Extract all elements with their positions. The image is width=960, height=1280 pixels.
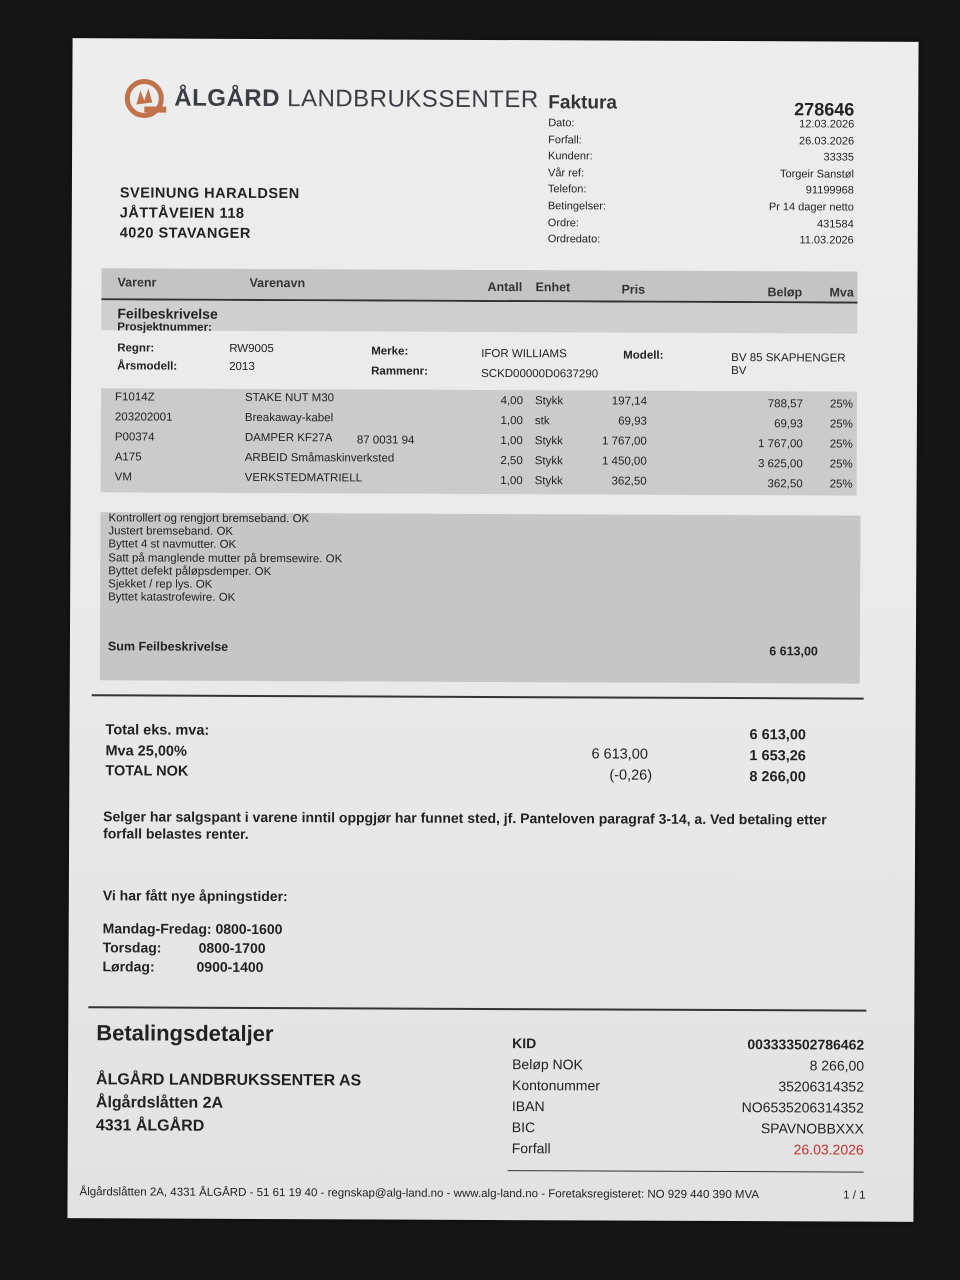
modell-value bbox=[731, 352, 846, 378]
item-enhet: Stykk bbox=[534, 475, 563, 488]
payment-company-street: Ålgårdslåtten 2A bbox=[95, 1094, 224, 1112]
modell-label-text: Modell: bbox=[623, 349, 664, 362]
rammenr-value: SCKD00000D0637290 bbox=[481, 367, 599, 381]
item-pris: 1 767,00 bbox=[602, 435, 647, 448]
prosjekt-label-text: Prosjektnummer: bbox=[117, 321, 212, 334]
mva-base bbox=[591, 746, 648, 762]
logo-text bbox=[174, 85, 539, 115]
payment-label: IBAN bbox=[511, 1098, 545, 1115]
item-antall: 1,00 bbox=[500, 415, 523, 428]
footer-text: Ålgårdslåtten 2A, 4331 ÅLGÅRD - 51 61 19 40 - regnskap@alg-land.no - www.alg-land.no - Foretaksregisteret: NO 929 440 390 MVA bbox=[79, 1186, 760, 1202]
meta-value: 26.03.2026 bbox=[799, 134, 855, 148]
logo-brand: ÅLGÅRD bbox=[174, 84, 281, 113]
rounding-text: (-0,26) bbox=[609, 767, 653, 784]
opening-hours bbox=[102, 886, 287, 977]
hours-row bbox=[102, 957, 287, 977]
item-belop: 1 767,00 bbox=[758, 438, 803, 451]
logo-suffix: LANDBRUKSSENTER bbox=[287, 85, 539, 114]
page-number: 1 / 1 bbox=[843, 1189, 866, 1202]
invoice-paper bbox=[67, 38, 918, 1222]
item-pris: 362,50 bbox=[611, 475, 647, 488]
customer-city: 4020 STAVANGER bbox=[119, 225, 251, 242]
item-mva: 25% bbox=[829, 478, 853, 491]
rammenr-label-text: Rammenr: bbox=[371, 365, 429, 378]
customer-name: SVEINUNG HARALDSEN bbox=[119, 185, 300, 203]
merke-label bbox=[371, 345, 408, 357]
merke-value: IFOR WILLIAMS bbox=[481, 347, 567, 361]
regnr-label-text: Regnr: bbox=[117, 342, 155, 355]
payment-value: NO6535206314352 bbox=[741, 1099, 864, 1116]
col-antall: Antall bbox=[487, 279, 523, 295]
total-eks-label: Total eks. mva: bbox=[105, 722, 210, 739]
regnr-value: RW9005 bbox=[229, 342, 274, 356]
payment-title: Betalingsdetaljer bbox=[96, 1020, 274, 1047]
leaf-logo-icon bbox=[124, 76, 168, 120]
item-enhet: Stykk bbox=[534, 455, 563, 468]
item-belop: 3 625,00 bbox=[757, 458, 803, 471]
item-varenr: A175 bbox=[114, 451, 142, 464]
rounding-value bbox=[609, 768, 652, 784]
item-belop: 788,57 bbox=[767, 398, 804, 411]
note-line: Kontrollert og rengjort bremseband. OK bbox=[108, 512, 310, 526]
item-belop: 362,50 bbox=[767, 478, 803, 491]
customer-address bbox=[120, 183, 300, 244]
item-enhet: Stykk bbox=[534, 395, 564, 408]
item-pris: 197,14 bbox=[611, 395, 648, 408]
meta-label: Kundenr: bbox=[548, 150, 593, 163]
arsmodell-label-text: Årsmodell: bbox=[117, 360, 178, 373]
payment-row bbox=[512, 1096, 864, 1119]
col-enhet: Enhet bbox=[535, 280, 571, 295]
payment-table bbox=[512, 1033, 865, 1161]
item-mva: 25% bbox=[829, 458, 853, 471]
col-varenr: Varenr bbox=[117, 275, 157, 290]
meta-row bbox=[548, 115, 854, 133]
payment-company bbox=[96, 1068, 361, 1138]
rammenr-label bbox=[371, 365, 428, 377]
feilbeskrivelse-bar bbox=[101, 300, 857, 333]
meta-row bbox=[548, 132, 854, 150]
payment-value: 35206314352 bbox=[778, 1078, 865, 1095]
regnr-label bbox=[117, 342, 154, 354]
table-row bbox=[101, 468, 857, 491]
meta-row bbox=[548, 215, 854, 233]
payment-label: Kontonummer bbox=[511, 1077, 600, 1094]
page-footer bbox=[80, 1186, 866, 1201]
item-antall: 1,00 bbox=[500, 435, 523, 448]
item-belop: 69,93 bbox=[774, 418, 803, 431]
hours-heading: Vi har fått nye åpningstider: bbox=[102, 887, 288, 905]
payment-divider bbox=[88, 1006, 866, 1011]
note-line: Satt på manglende mutter på bremsewire. OK bbox=[108, 551, 343, 565]
mva-base-text: 6 613,00 bbox=[591, 746, 648, 763]
meta-row bbox=[548, 148, 854, 166]
meta-label: Ordre: bbox=[547, 216, 579, 229]
payment-company-city: 4331 ÅLGÅRD bbox=[95, 1117, 205, 1135]
payment-label: Forfall bbox=[511, 1140, 551, 1157]
hours-day: Torsdag: bbox=[102, 939, 162, 956]
item-pris: 69,93 bbox=[618, 415, 647, 428]
item-antall: 4,00 bbox=[500, 395, 524, 408]
payment-row bbox=[512, 1117, 864, 1140]
merke-label-text: Merke: bbox=[371, 345, 409, 358]
item-antall: 1,00 bbox=[500, 475, 523, 488]
item-antall: 2,50 bbox=[500, 455, 523, 468]
note-line: Sjekket / rep lys. OK bbox=[108, 578, 213, 591]
item-varenr: VM bbox=[114, 471, 132, 484]
meta-value: 431584 bbox=[817, 217, 854, 231]
meta-value: 91199968 bbox=[805, 184, 854, 197]
note-line: Justert bremseband. OK bbox=[108, 525, 234, 539]
total-eks-value: 6 613,00 bbox=[749, 727, 807, 744]
col-mva: Mva bbox=[829, 285, 854, 300]
hours-time: 0900-1400 bbox=[196, 958, 264, 976]
arsmodell-label bbox=[117, 360, 177, 372]
meta-value: 33335 bbox=[823, 151, 855, 164]
hours-row bbox=[103, 938, 288, 958]
payment-bottom-divider bbox=[508, 1170, 864, 1173]
item-mva: 25% bbox=[829, 398, 854, 411]
item-varenavn: DAMPER KF27A bbox=[244, 431, 333, 445]
payment-company-name: ÅLGÅRD LANDBRUKSSENTER AS bbox=[95, 1071, 362, 1090]
work-notes bbox=[100, 512, 861, 683]
meta-label: Telefon: bbox=[547, 183, 587, 196]
meta-value: 11.03.2026 bbox=[799, 234, 854, 247]
item-mva: 25% bbox=[829, 438, 853, 451]
hours-time: 0800-1600 bbox=[215, 920, 283, 938]
mva-label: Mva 25,00% bbox=[105, 743, 187, 760]
items-table bbox=[101, 388, 857, 495]
arsmodell-value: 2013 bbox=[229, 360, 255, 373]
meta-row bbox=[548, 165, 854, 183]
meta-label: Betingelser: bbox=[547, 200, 606, 213]
meta-label: Ordredato: bbox=[547, 233, 601, 246]
item-varenr: 203202001 bbox=[114, 411, 173, 424]
meta-row bbox=[548, 231, 854, 249]
payment-label: BIC bbox=[511, 1119, 536, 1136]
item-varenavn: ARBEID Småmaskinverksted bbox=[244, 451, 395, 465]
hours-day: Lørdag: bbox=[102, 958, 155, 975]
meta-row bbox=[548, 182, 854, 200]
hours-row bbox=[103, 919, 288, 939]
hours-spacer bbox=[103, 905, 288, 920]
payment-row bbox=[512, 1054, 864, 1077]
meta-label: Forfall: bbox=[548, 133, 582, 146]
company-logo bbox=[124, 76, 539, 122]
meta-row bbox=[548, 198, 854, 216]
note-line: Byttet 4 st navmutter. OK bbox=[108, 538, 237, 552]
total-value: 8 266,00 bbox=[749, 769, 806, 786]
notes-divider bbox=[92, 694, 864, 699]
invoice-title: Faktura bbox=[548, 92, 617, 114]
item-varenr: P00374 bbox=[114, 431, 155, 444]
meta-value: 12.03.2026 bbox=[799, 118, 855, 131]
meta-value: Pr 14 dager netto bbox=[768, 201, 854, 214]
hours-time: 0800-1700 bbox=[198, 939, 266, 957]
meta-label: Dato: bbox=[548, 117, 575, 130]
invoice-meta bbox=[548, 115, 855, 249]
item-extra: 87 0031 94 bbox=[356, 434, 415, 447]
payment-row bbox=[512, 1138, 864, 1161]
hours-day: Mandag-Fredag: bbox=[102, 920, 212, 937]
item-varenavn: VERKSTEDMATRIELL bbox=[244, 471, 363, 485]
item-varenavn: STAKE NUT M30 bbox=[244, 391, 335, 405]
payment-row bbox=[512, 1033, 864, 1056]
payment-value: 003333502786462 bbox=[747, 1036, 865, 1053]
sum-value: 6 613,00 bbox=[769, 644, 818, 659]
modell-line-2: BV bbox=[731, 365, 747, 378]
invoice-number: 278646 bbox=[794, 99, 855, 120]
payment-due-value: 26.03.2026 bbox=[793, 1141, 864, 1158]
col-varenavn: Varenavn bbox=[249, 275, 306, 291]
sum-label: Sum Feilbeskrivelse bbox=[107, 639, 229, 654]
mva-value: 1 653,26 bbox=[749, 748, 806, 765]
payment-row bbox=[512, 1075, 864, 1098]
customer-street: JÅTTÅVEIEN 118 bbox=[119, 205, 245, 222]
notes-list bbox=[108, 512, 342, 605]
total-label: TOTAL NOK bbox=[105, 763, 189, 780]
meta-value: Torgeir Sanstøl bbox=[779, 168, 855, 181]
payment-label: KID bbox=[512, 1035, 537, 1052]
payment-value: SPAVNOBBXXX bbox=[760, 1120, 864, 1137]
payment-label: Beløp NOK bbox=[512, 1056, 583, 1073]
col-pris: Pris bbox=[621, 282, 646, 297]
item-enhet: stk bbox=[534, 415, 550, 428]
table-header bbox=[101, 268, 857, 301]
modell-line-1: BV 85 SKAPHENGER bbox=[731, 352, 846, 365]
payment-value: 8 266,00 bbox=[809, 1057, 865, 1074]
prosjekt-label bbox=[117, 321, 212, 333]
item-enhet: Stykk bbox=[534, 435, 563, 448]
sales-notice: Selger har salgspant i varene inntil oppgjør har funnet sted, jf. Panteloven paragraf 3-14, a. Ved betaling etter forfall belastes renter. bbox=[103, 808, 827, 842]
item-pris: 1 450,00 bbox=[601, 455, 647, 468]
item-varenavn: Breakaway-kabel bbox=[244, 411, 334, 425]
meta-label: Vår ref: bbox=[547, 167, 585, 180]
feilbeskrivelse-title: Feilbeskrivelse bbox=[117, 305, 218, 322]
item-mva: 25% bbox=[829, 418, 853, 431]
note-line: Byttet defekt påløpsdemper. OK bbox=[108, 565, 272, 578]
note-line: Byttet katastrofewire. OK bbox=[108, 591, 236, 605]
modell-label bbox=[623, 350, 663, 362]
item-varenr: F1014Z bbox=[114, 391, 155, 404]
col-belop: Beløp bbox=[767, 285, 803, 300]
